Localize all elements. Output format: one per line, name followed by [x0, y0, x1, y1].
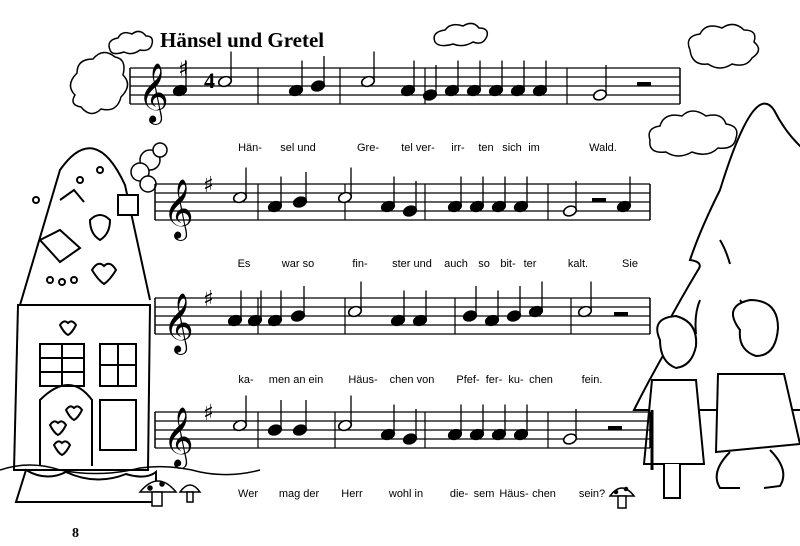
lyric-syllable: im — [528, 142, 540, 154]
rest-icon — [614, 312, 628, 316]
staff-system-2 — [155, 168, 650, 242]
lyric-syllable: sich — [502, 142, 522, 154]
lyric-syllable: Häus- — [499, 488, 529, 500]
rest-icon — [637, 82, 651, 86]
lyric-syllable: Wer — [238, 488, 258, 500]
lyric-syllable: wohl in — [388, 488, 424, 500]
cloud-icon — [688, 24, 758, 68]
lyric-syllable: Herr — [341, 488, 363, 500]
lyric-syllable: Es — [237, 258, 251, 270]
rest-icon — [608, 426, 622, 430]
treble-clef-icon: 𝄞 — [138, 63, 169, 123]
lyric-syllable: ster und — [392, 258, 432, 270]
treble-clef-icon: 𝄞 — [163, 407, 194, 467]
lyric-syllable: sein? — [578, 488, 606, 500]
lyric-syllable: irr- — [451, 142, 465, 154]
lyric-syllable: die- — [449, 488, 469, 500]
lyric-syllable: ter — [523, 258, 537, 270]
sharp-icon: ♯ — [203, 401, 214, 426]
lyric-syllable: Gre- — [357, 142, 379, 154]
lyric-syllable: tel ver- — [401, 142, 435, 154]
lyric-syllable: bit- — [500, 258, 516, 270]
lyric-syllable: men an ein — [268, 374, 324, 386]
sharp-icon: ♯ — [178, 57, 189, 82]
lyric-syllable: chen von — [389, 374, 435, 386]
treble-clef-icon: 𝄞 — [163, 293, 194, 353]
lyric-syllable: chen — [529, 374, 553, 386]
lyric-syllable: Wald. — [589, 142, 617, 154]
smoke-icon — [131, 143, 167, 192]
lyric-syllable: auch — [444, 258, 468, 270]
cloud-icon — [434, 23, 487, 45]
staff-system-4 — [155, 396, 650, 470]
time-signature: 4 — [204, 68, 215, 93]
mushroom-icon — [180, 485, 200, 502]
mushroom-icon — [610, 488, 634, 509]
lyric-syllable: fin- — [352, 258, 368, 270]
lyric-syllable: Hän- — [238, 142, 262, 154]
gingerbread-house-icon — [14, 148, 156, 502]
page-number: 8 — [72, 526, 79, 541]
cloud-icon — [649, 111, 737, 156]
staff-system-3 — [155, 282, 650, 356]
staff-system-1 — [130, 52, 680, 126]
lyric-syllable: fein. — [581, 374, 603, 386]
page-title: Hänsel und Gretel — [160, 28, 325, 52]
cloud-icon — [109, 31, 152, 53]
lyric-syllable: sem — [473, 488, 495, 500]
lyric-syllable: Pfef- — [456, 374, 480, 386]
lyric-syllable: sel und — [280, 142, 316, 154]
treble-clef-icon: 𝄞 — [163, 179, 194, 239]
lyric-syllable: ten — [478, 142, 494, 154]
lyric-syllable: Häus- — [348, 374, 378, 386]
sharp-icon: ♯ — [203, 287, 214, 312]
lyric-syllable: ka- — [238, 374, 254, 386]
lyric-syllable: kalt. — [567, 258, 589, 270]
rest-icon — [592, 198, 606, 202]
sharp-icon: ♯ — [203, 173, 214, 198]
lyric-syllable: chen — [532, 488, 556, 500]
lyric-syllable: war so — [281, 258, 315, 270]
lyric-syllable: mag der — [278, 488, 320, 500]
lyric-syllable: fer- — [485, 374, 503, 386]
lyric-syllable: Sie — [622, 258, 638, 270]
lyric-syllable: so — [478, 258, 490, 270]
lyric-syllable: ku- — [508, 374, 524, 386]
cloud-icon — [70, 52, 127, 113]
